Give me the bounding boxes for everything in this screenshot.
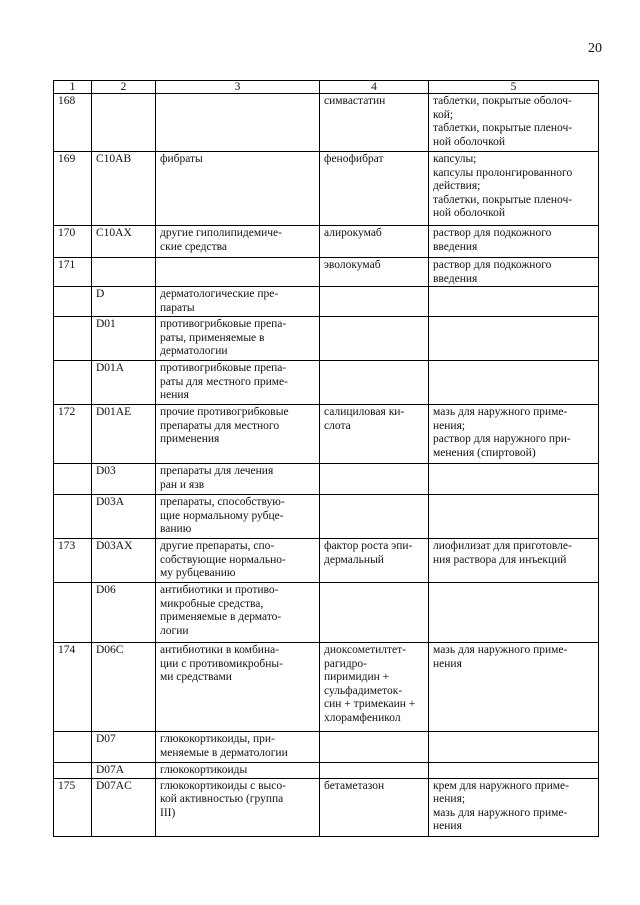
- atc-code: D03A: [92, 495, 156, 539]
- drug-name: фенофибрат: [320, 152, 429, 226]
- row-number: [54, 495, 92, 539]
- table-row: [54, 778, 599, 836]
- atc-code: [92, 94, 156, 152]
- dosage-form: [429, 583, 599, 643]
- drug-name: фактор роста эпи- дермальный: [320, 539, 429, 583]
- table-row: [54, 287, 599, 317]
- row-number: 168: [54, 94, 92, 152]
- table-row: [54, 539, 599, 583]
- dosage-form: раствор для подкожного введения: [429, 258, 599, 287]
- atc-code: C10AB: [92, 152, 156, 226]
- drug-name: [320, 732, 429, 763]
- row-number: [54, 732, 92, 763]
- dosage-form: крем для наружного приме- нения; мазь для наружного приме- нения: [429, 778, 599, 836]
- atc-code: D06C: [92, 643, 156, 732]
- row-number: 171: [54, 258, 92, 287]
- dosage-form: [429, 495, 599, 539]
- row-number: 169: [54, 152, 92, 226]
- dosage-form: [429, 732, 599, 763]
- column-header: 5: [429, 81, 599, 94]
- atc-code: D07AC: [92, 778, 156, 836]
- dosage-form: мазь для наружного приме- нения; раствор для наружного при- менения (спиртовой): [429, 405, 599, 464]
- atc-code: D03AX: [92, 539, 156, 583]
- dosage-form: [429, 287, 599, 317]
- table-row: [54, 317, 599, 361]
- group-name: [156, 94, 320, 152]
- table-row: [54, 643, 599, 732]
- drug-name: симвастатин: [320, 94, 429, 152]
- atc-code: D06: [92, 583, 156, 643]
- row-number: [54, 763, 92, 779]
- group-name: препараты для лечения ран и язв: [156, 464, 320, 495]
- atc-code: D03: [92, 464, 156, 495]
- header-row: [54, 81, 599, 94]
- group-name: дерматологические пре- параты: [156, 287, 320, 317]
- row-number: [54, 583, 92, 643]
- group-name: другие гиполипидемиче- ские средства: [156, 226, 320, 258]
- group-name: другие препараты, спо- собствующие нормально- му рубцеванию: [156, 539, 320, 583]
- table-body: [54, 94, 599, 837]
- column-header: 1: [54, 81, 92, 94]
- dosage-form: мазь для наружного приме- нения: [429, 643, 599, 732]
- column-header: 4: [320, 81, 429, 94]
- row-number: [54, 287, 92, 317]
- group-name: препараты, способствую- щие нормальному рубце- ванию: [156, 495, 320, 539]
- drug-name: [320, 317, 429, 361]
- drug-name: эволокумаб: [320, 258, 429, 287]
- table-row: [54, 763, 599, 779]
- row-number: 173: [54, 539, 92, 583]
- drug-name: [320, 495, 429, 539]
- dosage-form: таблетки, покрытые оболоч- кой; таблетки, покрытые пленоч- ной оболочкой: [429, 94, 599, 152]
- row-number: [54, 361, 92, 405]
- dosage-form: [429, 317, 599, 361]
- drug-name: салициловая ки- слота: [320, 405, 429, 464]
- dosage-form: [429, 361, 599, 405]
- table-row: [54, 361, 599, 405]
- dosage-form: [429, 464, 599, 495]
- row-number: [54, 317, 92, 361]
- drug-name: бетаметазон: [320, 778, 429, 836]
- group-name: глюкокортикоиды, при- меняемые в дерматологии: [156, 732, 320, 763]
- group-name: глюкокортикоиды с высо- кой активностью (группа III): [156, 778, 320, 836]
- atc-code: D01: [92, 317, 156, 361]
- table-row: [54, 732, 599, 763]
- table-row: [54, 583, 599, 643]
- atc-code: D07: [92, 732, 156, 763]
- row-number: 172: [54, 405, 92, 464]
- atc-code: C10AX: [92, 226, 156, 258]
- group-name: прочие противогрибковые препараты для местного применения: [156, 405, 320, 464]
- table-row: [54, 495, 599, 539]
- dosage-form: раствор для подкожного введения: [429, 226, 599, 258]
- table-row: [54, 226, 599, 258]
- dosage-form: лиофилизат для приготовле- ния раствора для инъекций: [429, 539, 599, 583]
- row-number: 175: [54, 778, 92, 836]
- drug-name: [320, 583, 429, 643]
- drug-name: диоксометилтет- рагидро- пиримидин + сульфадиметок- син + тримекаин + хлорамфеникол: [320, 643, 429, 732]
- column-header: 2: [92, 81, 156, 94]
- table-row: [54, 258, 599, 287]
- row-number: 174: [54, 643, 92, 732]
- dosage-form: капсулы; капсулы пролонгированного действия; таблетки, покрытые пленоч- ной оболочкой: [429, 152, 599, 226]
- row-number: 170: [54, 226, 92, 258]
- atc-code: D: [92, 287, 156, 317]
- group-name: противогрибковые препа- раты, применяемые в дерматологии: [156, 317, 320, 361]
- table-row: [54, 464, 599, 495]
- drug-name: [320, 287, 429, 317]
- atc-code: [92, 258, 156, 287]
- table-row: [54, 405, 599, 464]
- group-name: антибиотики и противо- микробные средства, применяемые в дермато- логии: [156, 583, 320, 643]
- drug-name: [320, 763, 429, 779]
- table-row: [54, 94, 599, 152]
- row-number: [54, 464, 92, 495]
- column-header: 3: [156, 81, 320, 94]
- atc-code: D07A: [92, 763, 156, 779]
- group-name: глюкокортикоиды: [156, 763, 320, 779]
- atc-code: D01AE: [92, 405, 156, 464]
- table-row: [54, 152, 599, 226]
- dosage-form: [429, 763, 599, 779]
- drug-name: [320, 361, 429, 405]
- group-name: антибиотики в комбина- ции с противомикробны- ми средствами: [156, 643, 320, 732]
- drug-table: [53, 80, 599, 837]
- group-name: [156, 258, 320, 287]
- drug-name: алирокумаб: [320, 226, 429, 258]
- drug-name: [320, 464, 429, 495]
- atc-code: D01A: [92, 361, 156, 405]
- group-name: противогрибковые препа- раты для местного приме- нения: [156, 361, 320, 405]
- group-name: фибраты: [156, 152, 320, 226]
- page-number: 20: [588, 41, 602, 56]
